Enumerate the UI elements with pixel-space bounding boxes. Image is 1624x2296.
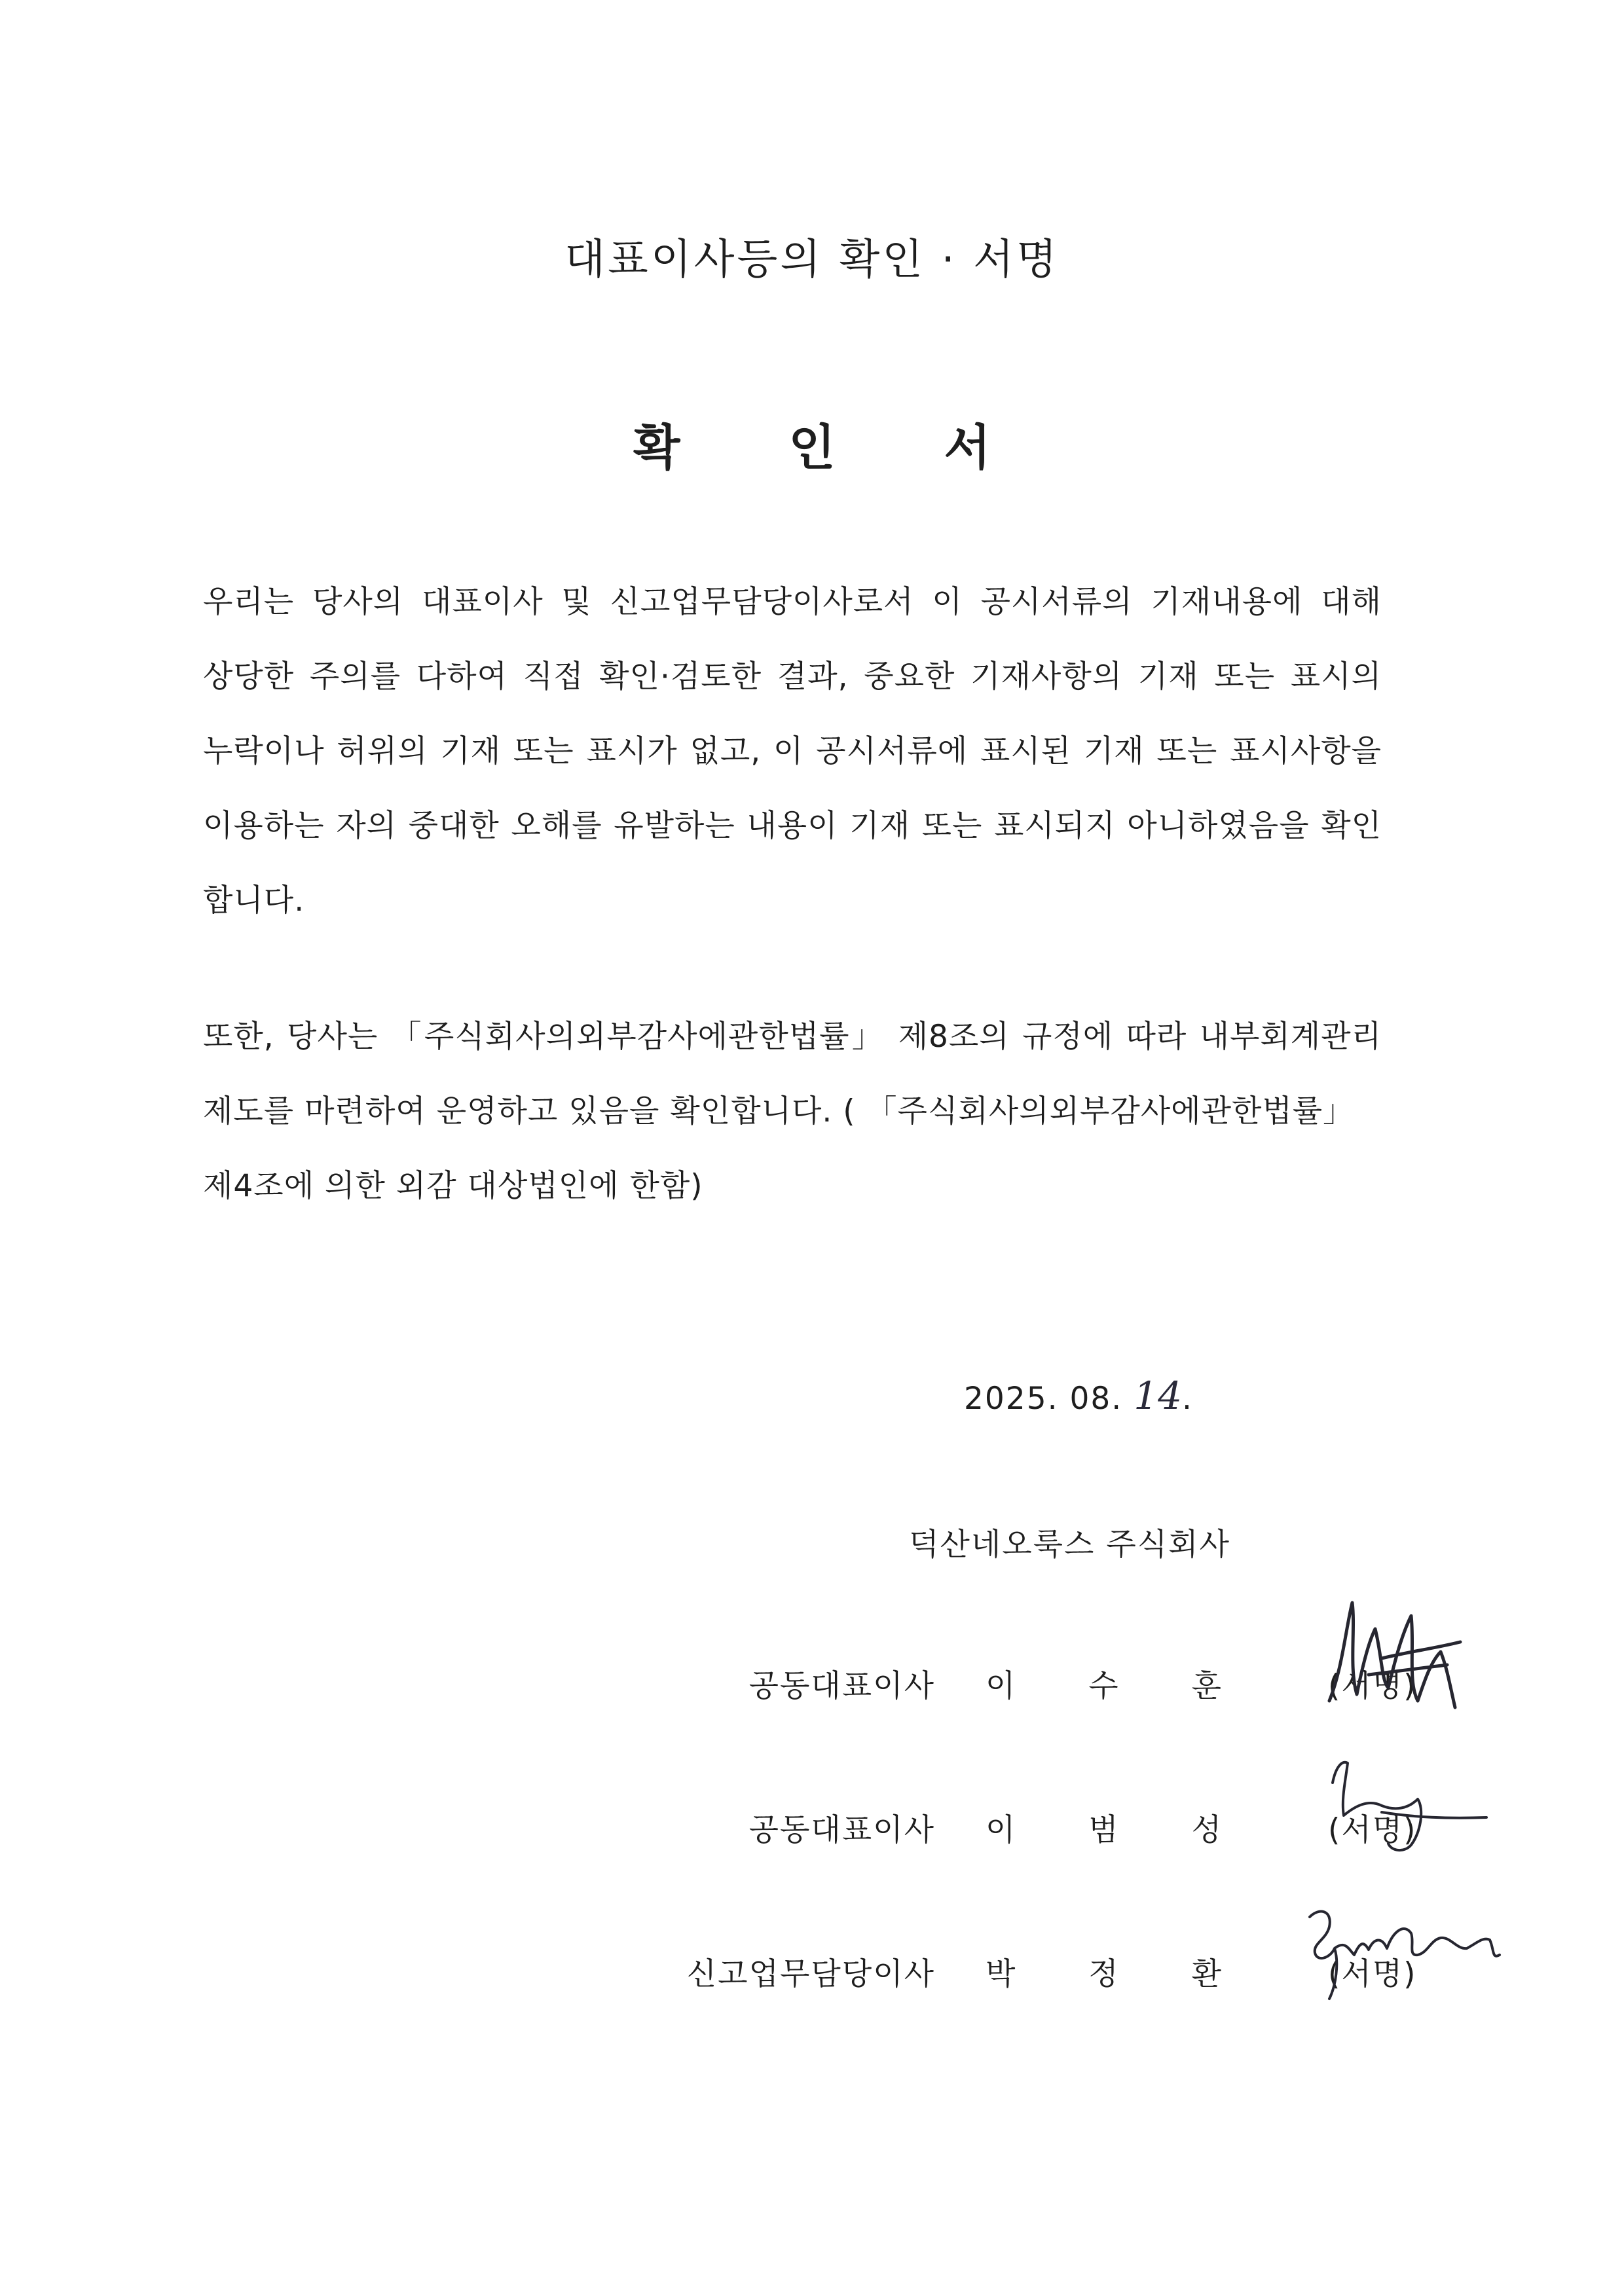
- signatory-title: 공동대표이사: [748, 1668, 935, 1704]
- name-char: 범: [1088, 1812, 1118, 1848]
- paragraph1-line: 상당한 주의를 다하여 직접 확인·검토한 결과, 중요한 기재사항의 기재 또는 표시의: [203, 659, 1382, 695]
- name-char: 박: [986, 1956, 1016, 1992]
- name-char: 환: [1191, 1956, 1221, 1992]
- signatory-row: [0, 1806, 1624, 1858]
- sign-label: (서명): [1328, 1812, 1417, 1848]
- signatory-row: [0, 1950, 1624, 2002]
- signatory-name: [986, 1662, 1221, 1705]
- paragraph1-line: 누락이나 허위의 기재 또는 표시가 없고, 이 공시서류에 표시된 기재 또는 표시사항을: [203, 733, 1382, 769]
- paragraph2-line: 제4조에 의한 외감 대상법인에 한함): [203, 1168, 703, 1204]
- name-char: 정: [1088, 1956, 1118, 1992]
- company-name: 덕산네오룩스 주식회사: [909, 1527, 1230, 1563]
- name-char: 이: [986, 1812, 1016, 1848]
- name-char: 이: [986, 1668, 1016, 1704]
- paragraph2-line: 또한, 당사는 「주식회사의외부감사에관한법률」 제8조의 규정에 따라 내부회계관리: [203, 1019, 1382, 1055]
- document-subtitle: 확 인 서: [633, 420, 1037, 476]
- name-char: 수: [1088, 1668, 1118, 1704]
- date-suffix: .: [1182, 1381, 1193, 1417]
- paragraph1-line: 합니다.: [203, 883, 305, 919]
- paragraph1-line: 이용하는 자의 중대한 오해를 유발하는 내용이 기재 또는 표시되지 아니하였음을 확인: [203, 808, 1382, 844]
- paragraph2-line: 제도를 마련하여 운영하고 있음을 확인합니다. ( 「주식회사의외부감사에관한법률」: [203, 1093, 1355, 1129]
- paragraph1-line: 우리는 당사의 대표이사 및 신고업무담당이사로서 이 공시서류의 기재내용에 대해: [203, 584, 1382, 620]
- sign-label: (서명): [1328, 1956, 1417, 1992]
- name-char: 성: [1191, 1812, 1221, 1848]
- signatory-name: [986, 1950, 1221, 1994]
- signatory-title: 신고업무담당이사: [686, 1956, 935, 1992]
- signatory-name: [986, 1806, 1221, 1850]
- document-title: 대표이사등의 확인 · 서명: [564, 236, 1060, 284]
- signatory-title: 공동대표이사: [748, 1812, 935, 1848]
- sign-label: (서명): [1328, 1668, 1417, 1704]
- name-char: 훈: [1191, 1668, 1221, 1704]
- signatory-row: [0, 1662, 1624, 1714]
- date-day-handwritten: 14: [1134, 1374, 1183, 1418]
- date-printed: 2025. 08.: [964, 1381, 1123, 1417]
- document-date: [964, 1374, 1193, 1418]
